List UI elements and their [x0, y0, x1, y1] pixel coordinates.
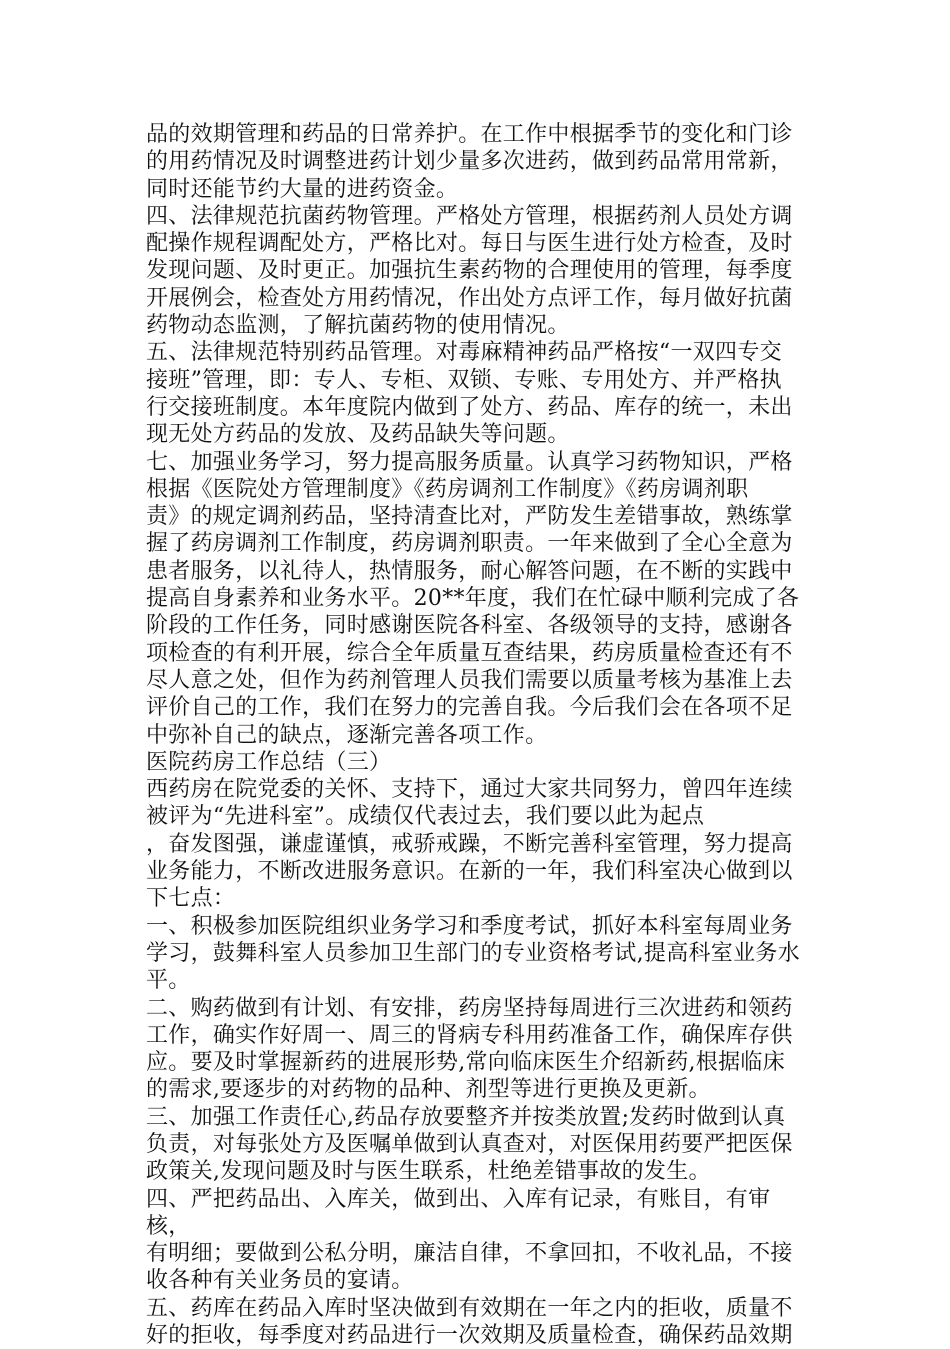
paragraph-point-five: 五、药库在药品入库时坚决做到有效期在一年之内的拒收，质量不 好的拒收，每季度对药品进行一次效期及质量检查，确保药品效期 — [146, 1295, 793, 1349]
paragraph-point-three: 三、加强工作责任心,药品存放要整齐并按类放置;发药时做到认真 负责，对每张处方及医嘱单做到认真查对，对医保用药要严把医保 政策关,发现问题及时与医生联系，杜绝差错事故的发生。 — [146, 1104, 793, 1185]
paragraph-point-two: 二、购药做到有计划、有安排，药房坚持每周进行三次进药和领药 工作，确实作好周一、周三的肾病专科用药准备工作，确保库存供 应。要及时掌握新药的进展形势,常向临床医生介绍新药,根据临床 的需求,要逐步的对药物的品种、剂型等进行更换及更新。 — [146, 995, 793, 1103]
paragraph-point-four: 四、严把药品出、入库关，做到出、入库有记录，有账目，有审核， 有明细；要做到公私分明，廉洁自律，不拿回扣，不收礼品，不接 收各种有关业务员的宴请。 — [146, 1186, 793, 1294]
paragraph-western-pharmacy-intro: 西药房在院党委的关怀、支持下，通过大家共同努力，曾四年连续 被评为“先进科室”。成绩仅代表过去，我们要以此为起点 ，奋发图强，谦虚谨慎，戒骄戒躁，不断完善科室管理，努力提高 业务能力，不断改进服务意识。在新的一年，我们科室决心做到以 下七点： — [146, 777, 793, 912]
paragraph-antibiotic-management: 四、法律规范抗菌药物管理。严格处方管理，根据药剂人员处方调 配操作规程调配处方，严格比对。每日与医生进行处方检查，及时 发现问题、及时更正。加强抗生素药物的合理使用的管理，每季度 开展例会，检查处方用药情况，作出处方点评工作，每月做好抗菌 药物动态监测，了解抗菌药物的使用情况。 — [146, 203, 793, 339]
paragraph-point-one: 一、积极参加医院组织业务学习和季度考试，抓好本科室每周业务 学习，鼓舞科室人员参加卫生部门的专业资格考试,提高科室业务水 平。 — [146, 913, 800, 994]
paragraph-drug-expiry-management: 品的效期管理和药品的日常养护。在工作中根据季节的变化和门诊 的用药情况及时调整进药计划少量多次进药，做到药品常用常新， 同时还能节约大量的进药资金。 — [146, 122, 793, 202]
document-body — [146, 121, 806, 1349]
section-heading-summary-three: 医院药房工作总结（三） — [146, 749, 392, 775]
paragraph-professional-study: 七、加强业务学习，努力提高服务质量。认真学习药物知识，严格 根据《医院处方管理制度》《药房调剂工作制度》《药房调剂职 责》的规定调剂药品，坚持清查比对，严防发生差错事故，熟练掌 握了药房调剂工作制度，药房调剂职责。一年来做到了全心全意为 患者服务，以礼待人，热情服务，耐心解答问题，在不断的实践中 提高自身素养和业务水平。20**年度，我们在忙碌中顺利完成了各 阶段的工作任务，同时感谢医院各科室、各级领导的支持，感谢各 项检查的有利开展，综合全年质量互查结果，药房质量检查还有不 尽人意之处，但作为药剂管理人员我们需要以质量考核为基准上去 评价自己的工作，我们在努力的完善自我。今后我们会在各项不足 中弥补自己的缺点，逐渐完善各项工作。 — [146, 449, 800, 748]
paragraph-special-drug-management: 五、法律规范特别药品管理。对毒麻精神药品严格按“一双四专交 接班”管理，即：专人、专柜、双锁、专账、专用处方、并严格执 行交接班制度。本年度院内做到了处方、药品、库存的统一，未出 现无处方药品的发放、及药品缺失等问题。 — [146, 340, 793, 448]
